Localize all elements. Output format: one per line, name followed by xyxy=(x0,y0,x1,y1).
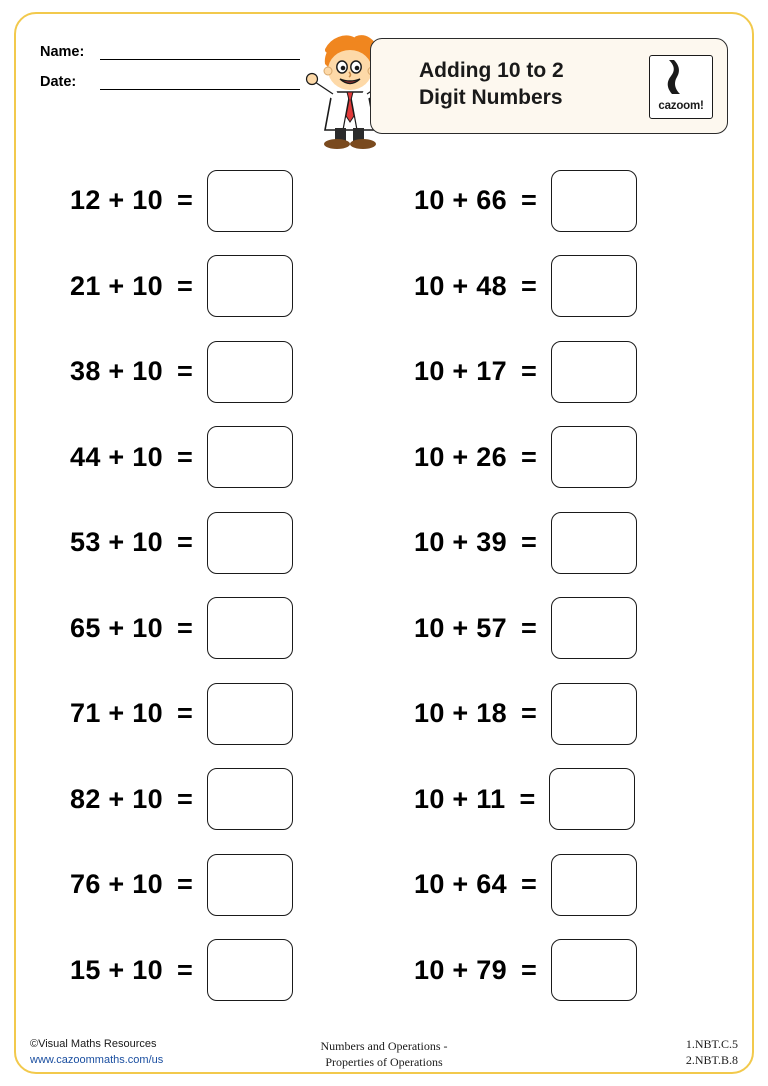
question-row xyxy=(40,329,384,415)
answer-box[interactable] xyxy=(551,255,637,317)
equals-sign: = xyxy=(176,954,193,985)
question-row xyxy=(40,158,384,244)
page-title-line2: Digit Numbers xyxy=(419,86,563,109)
question-expression: 10 + 64 xyxy=(414,869,507,900)
equals-sign: = xyxy=(176,869,193,900)
question-row xyxy=(384,757,728,843)
equals-sign: = xyxy=(176,698,193,729)
question-expression: 53 + 10 xyxy=(70,527,163,558)
question-expression: 10 + 57 xyxy=(414,612,507,643)
question-row xyxy=(384,842,728,928)
page-title-line1: Adding 10 to 2 xyxy=(419,59,564,82)
question-expression: 10 + 26 xyxy=(414,441,507,472)
date-field-row xyxy=(40,74,300,90)
question-row xyxy=(40,757,384,843)
answer-box[interactable] xyxy=(207,341,293,403)
question-row xyxy=(40,500,384,586)
logo-wordmark: cazoom! xyxy=(658,100,704,112)
question-row xyxy=(384,671,728,757)
date-input-line[interactable] xyxy=(100,76,300,90)
name-label: Name: xyxy=(40,44,85,60)
name-date-block xyxy=(40,44,300,104)
answer-box[interactable] xyxy=(551,512,637,574)
equals-sign: = xyxy=(520,869,537,900)
cazoom-logo xyxy=(649,55,713,119)
question-expression: 38 + 10 xyxy=(70,356,163,387)
footer-credits xyxy=(30,1036,163,1068)
question-expression: 15 + 10 xyxy=(70,954,163,985)
footer-topic xyxy=(321,1038,448,1070)
footer-topic-line1: Numbers and Operations - xyxy=(320,1039,448,1053)
question-expression: 10 + 17 xyxy=(414,356,507,387)
answer-box[interactable] xyxy=(207,512,293,574)
answer-box[interactable] xyxy=(549,768,635,830)
answer-box[interactable] xyxy=(551,597,637,659)
standard-code-2: 2.NBT.B.8 xyxy=(685,1053,738,1067)
equals-sign: = xyxy=(520,527,537,558)
question-expression: 10 + 18 xyxy=(414,698,507,729)
equals-sign: = xyxy=(176,270,193,301)
answer-box[interactable] xyxy=(207,170,293,232)
equals-sign: = xyxy=(520,441,537,472)
question-row xyxy=(40,415,384,501)
name-input-line[interactable] xyxy=(100,46,300,60)
answer-box[interactable] xyxy=(207,854,293,916)
questions-grid xyxy=(40,158,728,1013)
footer-standards xyxy=(686,1036,738,1068)
title-box xyxy=(370,38,728,134)
question-row xyxy=(384,329,728,415)
question-row xyxy=(40,671,384,757)
answer-box[interactable] xyxy=(207,939,293,1001)
website-link[interactable]: www.cazoommaths.com/us xyxy=(30,1054,164,1066)
worksheet-header xyxy=(40,36,728,142)
question-row xyxy=(384,158,728,244)
equals-sign: = xyxy=(176,185,193,216)
equals-sign: = xyxy=(520,185,537,216)
question-row xyxy=(384,500,728,586)
question-expression: 10 + 79 xyxy=(414,954,507,985)
equals-sign: = xyxy=(520,356,537,387)
equals-sign: = xyxy=(520,612,537,643)
date-label: Date: xyxy=(40,74,77,90)
question-row xyxy=(40,586,384,672)
question-row xyxy=(40,244,384,330)
answer-box[interactable] xyxy=(207,768,293,830)
equals-sign: = xyxy=(520,698,537,729)
answer-box[interactable] xyxy=(207,255,293,317)
worksheet-footer xyxy=(30,1036,738,1080)
answer-box[interactable] xyxy=(551,426,637,488)
answer-box[interactable] xyxy=(551,854,637,916)
answer-box[interactable] xyxy=(551,939,637,1001)
page-title xyxy=(419,57,639,111)
question-row xyxy=(384,928,728,1014)
question-row xyxy=(384,244,728,330)
question-expression: 44 + 10 xyxy=(70,441,163,472)
equals-sign: = xyxy=(176,612,193,643)
equals-sign: = xyxy=(176,356,193,387)
question-expression: 21 + 10 xyxy=(70,270,163,301)
answer-box[interactable] xyxy=(551,683,637,745)
equals-sign: = xyxy=(176,441,193,472)
question-row xyxy=(384,586,728,672)
name-field-row xyxy=(40,44,300,60)
logo-mark-icon xyxy=(650,56,712,100)
question-row xyxy=(384,415,728,501)
question-expression: 10 + 66 xyxy=(414,185,507,216)
equals-sign: = xyxy=(519,783,536,814)
answer-box[interactable] xyxy=(551,341,637,403)
copyright-text: ©Visual Maths Resources xyxy=(30,1038,157,1050)
equals-sign: = xyxy=(176,527,193,558)
equals-sign: = xyxy=(520,954,537,985)
standard-code-1: 1.NBT.C.5 xyxy=(685,1037,738,1051)
question-expression: 82 + 10 xyxy=(70,783,163,814)
equals-sign: = xyxy=(176,783,193,814)
answer-box[interactable] xyxy=(551,170,637,232)
question-expression: 65 + 10 xyxy=(70,612,163,643)
equals-sign: = xyxy=(520,270,537,301)
question-expression: 10 + 48 xyxy=(414,270,507,301)
answer-box[interactable] xyxy=(207,683,293,745)
question-expression: 10 + 39 xyxy=(414,527,507,558)
answer-box[interactable] xyxy=(207,426,293,488)
question-expression: 12 + 10 xyxy=(70,185,163,216)
answer-box[interactable] xyxy=(207,597,293,659)
question-row xyxy=(40,928,384,1014)
question-expression: 10 + 11 xyxy=(414,783,506,814)
question-row xyxy=(40,842,384,928)
footer-topic-line2: Properties of Operations xyxy=(325,1055,443,1069)
question-expression: 71 + 10 xyxy=(70,698,163,729)
question-expression: 76 + 10 xyxy=(70,869,163,900)
